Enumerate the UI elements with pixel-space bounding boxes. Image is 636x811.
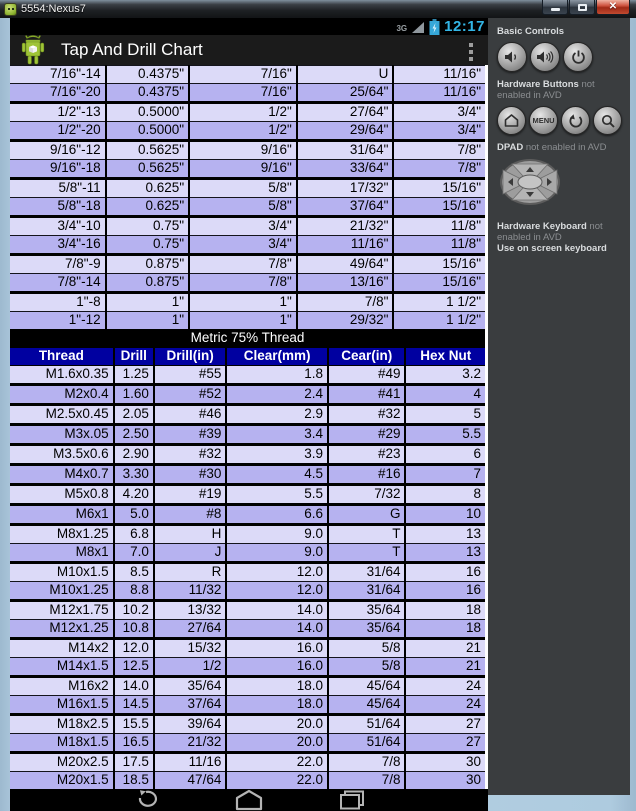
close-icon: ✕: [608, 1, 618, 12]
volume-up-button[interactable]: [530, 42, 560, 72]
table-cell: 47/64: [154, 772, 226, 790]
table-cell: 14.0: [226, 620, 328, 639]
table-cell: 12.0: [226, 563, 328, 582]
table-cell: 49/64": [297, 255, 394, 274]
table-cell: #41: [328, 385, 405, 405]
table-cell: 1.25: [114, 366, 154, 385]
imperial-thread-table: [10, 65, 485, 329]
window-title: 5554:Nexus7: [21, 3, 86, 15]
table-cell: R: [154, 563, 226, 582]
table-row: [10, 122, 485, 141]
back-hw-button[interactable]: [561, 106, 590, 135]
table-cell: M12x1.25: [10, 620, 114, 639]
table-cell: 3/4": [393, 122, 485, 141]
table-cell: 1/2: [154, 658, 226, 677]
table-cell: 1 1/2": [393, 312, 485, 330]
table-row: [10, 734, 485, 753]
android-robot-icon: [19, 35, 47, 65]
table-cell: 1"-8: [10, 293, 106, 312]
table-cell: 27/64: [154, 620, 226, 639]
table-cell: 4.20: [114, 485, 154, 505]
home-hw-button[interactable]: [497, 106, 526, 135]
table-cell: 3/4"-16: [10, 236, 106, 255]
table-row: [10, 715, 485, 734]
table-cell: 0.5625": [106, 141, 190, 160]
table-row: [10, 544, 485, 563]
table-cell: #19: [154, 485, 226, 505]
table-cell: M14x1.5: [10, 658, 114, 677]
table-cell: 0.875": [106, 274, 190, 293]
table-cell: M18x2.5: [10, 715, 114, 734]
table-row: [10, 160, 485, 179]
table-cell: 1.8: [226, 366, 328, 385]
overflow-menu-button[interactable]: [469, 43, 473, 61]
table-cell: M16x2: [10, 677, 114, 696]
table-cell: 0.5000": [106, 122, 190, 141]
table-cell: 8.5: [114, 563, 154, 582]
table-cell: 1": [189, 293, 297, 312]
metric-header-row: [10, 347, 485, 366]
table-cell: 2.50: [114, 425, 154, 445]
table-cell: 11/16": [297, 236, 394, 255]
table-cell: 5/8": [189, 179, 297, 198]
battery-charging-icon: [429, 19, 440, 35]
table-cell: #49: [328, 366, 405, 385]
table-cell: 21/32: [154, 734, 226, 753]
table-cell: M10x1.25: [10, 582, 114, 601]
table-row: [10, 141, 485, 160]
table-cell: 7: [405, 465, 485, 485]
table-row: [10, 563, 485, 582]
table-row: [10, 385, 485, 405]
table-cell: 11/16": [393, 84, 485, 103]
table-cell: 15/16": [393, 179, 485, 198]
menu-hw-button[interactable]: [529, 106, 558, 135]
table-cell: M20x1.5: [10, 772, 114, 790]
table-cell: 10.8: [114, 620, 154, 639]
table-cell: 8: [405, 485, 485, 505]
table-row: [10, 753, 485, 772]
table-cell: 21: [405, 658, 485, 677]
table-cell: 9/16"-18: [10, 160, 106, 179]
table-cell: 5/8: [328, 639, 405, 658]
table-cell: M8x1: [10, 544, 114, 563]
table-row: [10, 84, 485, 103]
close-button[interactable]: [596, 0, 630, 15]
table-cell: 13/16": [297, 274, 394, 293]
table-row: [10, 696, 485, 715]
table-row: [10, 255, 485, 274]
table-cell: 1/2"-20: [10, 122, 106, 141]
table-cell: 1": [189, 312, 297, 330]
table-cell: 13/32: [154, 601, 226, 620]
table-cell: G: [328, 505, 405, 525]
table-cell: T: [328, 544, 405, 563]
search-hw-button[interactable]: [593, 106, 622, 135]
table-cell: 1/2": [189, 103, 297, 122]
table-cell: 7/16": [189, 66, 297, 84]
recents-nav-button[interactable]: [339, 790, 365, 810]
table-cell: 18.5: [114, 772, 154, 790]
table-cell: 16.0: [226, 639, 328, 658]
network-type-label: 3G: [396, 24, 408, 33]
table-cell: 1/2": [189, 122, 297, 141]
table-cell: M2x0.4: [10, 385, 114, 405]
table-cell: M4x0.7: [10, 465, 114, 485]
table-cell: 29/64": [297, 122, 394, 141]
table-cell: 1": [106, 293, 190, 312]
table-cell: 35/64: [154, 677, 226, 696]
table-cell: 18: [405, 620, 485, 639]
table-row: [10, 445, 485, 465]
table-cell: 21: [405, 639, 485, 658]
table-cell: 35/64: [328, 601, 405, 620]
table-cell: M20x2.5: [10, 753, 114, 772]
hardware-buttons-label: Hardware Buttons not enabled in AVD: [497, 79, 595, 101]
table-cell: 7/16"-14: [10, 66, 106, 84]
table-cell: #8: [154, 505, 226, 525]
table-cell: 6: [405, 445, 485, 465]
table-cell: M2.5x0.45: [10, 405, 114, 425]
status-bar: [10, 18, 488, 35]
table-row: [10, 103, 485, 122]
table-cell: M14x2: [10, 639, 114, 658]
table-cell: 0.4375": [106, 84, 190, 103]
table-cell: 1.60: [114, 385, 154, 405]
menu-label: MENU: [532, 116, 555, 125]
table-row: [10, 425, 485, 445]
android-window-icon: [4, 3, 17, 16]
table-cell: 5.0: [114, 505, 154, 525]
table-cell: 14.0: [226, 601, 328, 620]
table-row: [10, 179, 485, 198]
table-cell: 3.4: [226, 425, 328, 445]
home-icon: [504, 114, 519, 127]
table-row: [10, 639, 485, 658]
table-cell: 25/64": [297, 84, 394, 103]
table-row: [10, 601, 485, 620]
table-cell: 30: [405, 772, 485, 790]
table-cell: #32: [154, 445, 226, 465]
table-cell: 2.90: [114, 445, 154, 465]
metric-thread-table: [10, 346, 485, 789]
table-cell: 22.0: [226, 772, 328, 790]
table-cell: 9/16": [189, 160, 297, 179]
search-icon: [601, 114, 615, 128]
table-cell: 7/8: [328, 772, 405, 790]
table-row: [10, 485, 485, 505]
table-cell: 0.5000": [106, 103, 190, 122]
table-cell: #39: [154, 425, 226, 445]
table-cell: 33/64": [297, 160, 394, 179]
table-row: [10, 66, 485, 84]
emulator-control-panel: [488, 18, 630, 795]
table-row: [10, 274, 485, 293]
table-cell: 7/32: [328, 485, 405, 505]
table-cell: 10: [405, 505, 485, 525]
table-cell: 4.5: [226, 465, 328, 485]
table-cell: 7/8": [297, 293, 394, 312]
table-cell: 0.4375": [106, 66, 190, 84]
table-cell: 0.75": [106, 236, 190, 255]
table-cell: 45/64: [328, 677, 405, 696]
table-cell: 6.6: [226, 505, 328, 525]
table-row: [10, 582, 485, 601]
table-cell: 27: [405, 715, 485, 734]
table-cell: 14.0: [114, 677, 154, 696]
minimize-button[interactable]: [542, 0, 568, 15]
power-icon: [571, 50, 586, 65]
table-cell: 5.5: [226, 485, 328, 505]
table-cell: 14.5: [114, 696, 154, 715]
table-cell: 31/64: [328, 563, 405, 582]
table-cell: #55: [154, 366, 226, 385]
table-cell: 13: [405, 544, 485, 563]
table-cell: 13: [405, 525, 485, 544]
table-cell: 20.0: [226, 715, 328, 734]
column-header: Drill: [114, 347, 154, 366]
table-cell: 7/8"-14: [10, 274, 106, 293]
table-cell: 0.875": [106, 255, 190, 274]
table-cell: 31/64": [297, 141, 394, 160]
table-cell: 5: [405, 405, 485, 425]
table-row: [10, 620, 485, 639]
table-cell: 37/64: [154, 696, 226, 715]
table-cell: 10.2: [114, 601, 154, 620]
table-cell: 16.5: [114, 734, 154, 753]
table-cell: 3/4": [189, 217, 297, 236]
table-cell: 30: [405, 753, 485, 772]
table-cell: M10x1.5: [10, 563, 114, 582]
table-cell: 17.5: [114, 753, 154, 772]
table-cell: M1.6x0.35: [10, 366, 114, 385]
table-cell: 27: [405, 734, 485, 753]
table-cell: 0.5625": [106, 160, 190, 179]
column-header: Hex Nut: [405, 347, 485, 366]
table-cell: 16.0: [226, 658, 328, 677]
table-cell: M18x1.5: [10, 734, 114, 753]
clock-text: 12:17: [444, 18, 485, 35]
table-cell: 35/64: [328, 620, 405, 639]
back-nav-button[interactable]: [133, 789, 159, 811]
home-nav-button[interactable]: [235, 790, 263, 810]
table-cell: 5.5: [405, 425, 485, 445]
table-row: [10, 293, 485, 312]
table-cell: 3.9: [226, 445, 328, 465]
table-cell: 9.0: [226, 544, 328, 563]
table-cell: #32: [328, 405, 405, 425]
table-cell: 7/16": [189, 84, 297, 103]
table-cell: 15/32: [154, 639, 226, 658]
table-cell: M8x1.25: [10, 525, 114, 544]
android-screen: [10, 18, 488, 792]
table-cell: 51/64: [328, 715, 405, 734]
table-cell: 15/16": [393, 274, 485, 293]
metric-section-banner: Metric 75% Thread: [10, 329, 485, 346]
table-cell: 5/8: [328, 658, 405, 677]
table-cell: 20.0: [226, 734, 328, 753]
table-cell: 3.2: [405, 366, 485, 385]
window-controls: [541, 0, 630, 15]
table-row: [10, 217, 485, 236]
table-cell: M3.5x0.6: [10, 445, 114, 465]
table-cell: 15.5: [114, 715, 154, 734]
table-cell: 1"-12: [10, 312, 106, 330]
table-cell: 3/4": [393, 103, 485, 122]
minimize-icon: [551, 8, 560, 11]
table-cell: T: [328, 525, 405, 544]
table-cell: 11/32: [154, 582, 226, 601]
table-cell: 11/8": [393, 236, 485, 255]
column-header: Cear(in): [328, 347, 405, 366]
volume-down-icon: [504, 50, 520, 64]
column-header: Drill(in): [154, 347, 226, 366]
table-cell: 3.30: [114, 465, 154, 485]
table-cell: 27/64": [297, 103, 394, 122]
volume-down-button[interactable]: [497, 42, 527, 72]
table-row: [10, 525, 485, 544]
table-cell: 9/16"-12: [10, 141, 106, 160]
table-cell: 15/16": [393, 255, 485, 274]
table-cell: M5x0.8: [10, 485, 114, 505]
table-cell: 9/16": [189, 141, 297, 160]
table-cell: 7/8": [189, 274, 297, 293]
table-cell: 2.05: [114, 405, 154, 425]
drill-chart-scroll-area[interactable]: [10, 65, 488, 789]
table-cell: 5/8": [189, 198, 297, 217]
table-cell: 9.0: [226, 525, 328, 544]
table-row: [10, 236, 485, 255]
table-cell: 4: [405, 385, 485, 405]
table-cell: 22.0: [226, 753, 328, 772]
column-header: Clear(mm): [226, 347, 328, 366]
table-cell: 18.0: [226, 696, 328, 715]
table-row: [10, 505, 485, 525]
table-cell: 17/32": [297, 179, 394, 198]
android-nav-bar: [10, 789, 488, 811]
table-cell: 45/64: [328, 696, 405, 715]
table-cell: M12x1.75: [10, 601, 114, 620]
table-cell: #16: [328, 465, 405, 485]
table-cell: 2.4: [226, 385, 328, 405]
table-cell: 3/4": [189, 236, 297, 255]
table-cell: U: [297, 66, 394, 84]
table-row: [10, 658, 485, 677]
table-cell: 39/64: [154, 715, 226, 734]
table-cell: 24: [405, 677, 485, 696]
table-cell: 16: [405, 563, 485, 582]
table-cell: 6.8: [114, 525, 154, 544]
dpad-label: DPAD not enabled in AVD: [497, 142, 607, 153]
table-cell: 7/8: [328, 753, 405, 772]
dpad-control[interactable]: [499, 158, 624, 211]
table-cell: 21/32": [297, 217, 394, 236]
table-cell: 7/8": [189, 255, 297, 274]
table-cell: 7/8"-9: [10, 255, 106, 274]
table-cell: 7.0: [114, 544, 154, 563]
table-cell: 5/8"-18: [10, 198, 106, 217]
basic-controls-label: Basic Controls: [497, 26, 565, 37]
hardware-keyboard-label: Hardware Keyboard not enabled in AVD Use on screen keyboard: [497, 221, 607, 254]
table-cell: #29: [328, 425, 405, 445]
table-row: [10, 465, 485, 485]
dpad-icon: [499, 158, 561, 206]
window-titlebar: [0, 0, 636, 18]
table-cell: 11/16: [154, 753, 226, 772]
power-button[interactable]: [563, 42, 593, 72]
table-cell: 0.75": [106, 217, 190, 236]
table-row: [10, 677, 485, 696]
table-cell: 3/4"-10: [10, 217, 106, 236]
table-cell: 18.0: [226, 677, 328, 696]
table-cell: 24: [405, 696, 485, 715]
table-cell: 16: [405, 582, 485, 601]
table-cell: 2.9: [226, 405, 328, 425]
table-cell: 12.0: [226, 582, 328, 601]
table-row: [10, 198, 485, 217]
column-header: Thread: [10, 347, 114, 366]
table-cell: 12.5: [114, 658, 154, 677]
table-cell: 29/32": [297, 312, 394, 330]
table-cell: 1": [106, 312, 190, 330]
table-cell: 51/64: [328, 734, 405, 753]
volume-up-icon: [536, 50, 554, 64]
table-cell: #52: [154, 385, 226, 405]
table-cell: M6x1: [10, 505, 114, 525]
table-row: [10, 312, 485, 330]
table-cell: 7/16"-20: [10, 84, 106, 103]
table-cell: 7/8": [393, 160, 485, 179]
table-row: [10, 366, 485, 385]
table-cell: 11/8": [393, 217, 485, 236]
app-bar: [10, 35, 488, 65]
maximize-icon: [578, 4, 587, 11]
table-cell: H: [154, 525, 226, 544]
app-title: Tap And Drill Chart: [61, 40, 203, 59]
table-cell: #46: [154, 405, 226, 425]
table-cell: 18: [405, 601, 485, 620]
table-cell: 7/8": [393, 141, 485, 160]
maximize-button[interactable]: [569, 0, 595, 15]
table-cell: 31/64: [328, 582, 405, 601]
table-cell: 8.8: [114, 582, 154, 601]
table-cell: 12.0: [114, 639, 154, 658]
signal-strength-icon: [411, 20, 425, 34]
table-cell: 37/64": [297, 198, 394, 217]
table-cell: J: [154, 544, 226, 563]
back-icon: [568, 114, 583, 128]
table-cell: 1 1/2": [393, 293, 485, 312]
table-cell: 1/2"-13: [10, 103, 106, 122]
table-cell: 11/16": [393, 66, 485, 84]
table-row: [10, 772, 485, 790]
table-cell: #30: [154, 465, 226, 485]
table-cell: 5/8"-11: [10, 179, 106, 198]
table-row: [10, 405, 485, 425]
table-cell: M3x.05: [10, 425, 114, 445]
table-cell: 0.625": [106, 179, 190, 198]
table-cell: 15/16": [393, 198, 485, 217]
table-cell: M16x1.5: [10, 696, 114, 715]
table-cell: 0.625": [106, 198, 190, 217]
table-cell: #23: [328, 445, 405, 465]
